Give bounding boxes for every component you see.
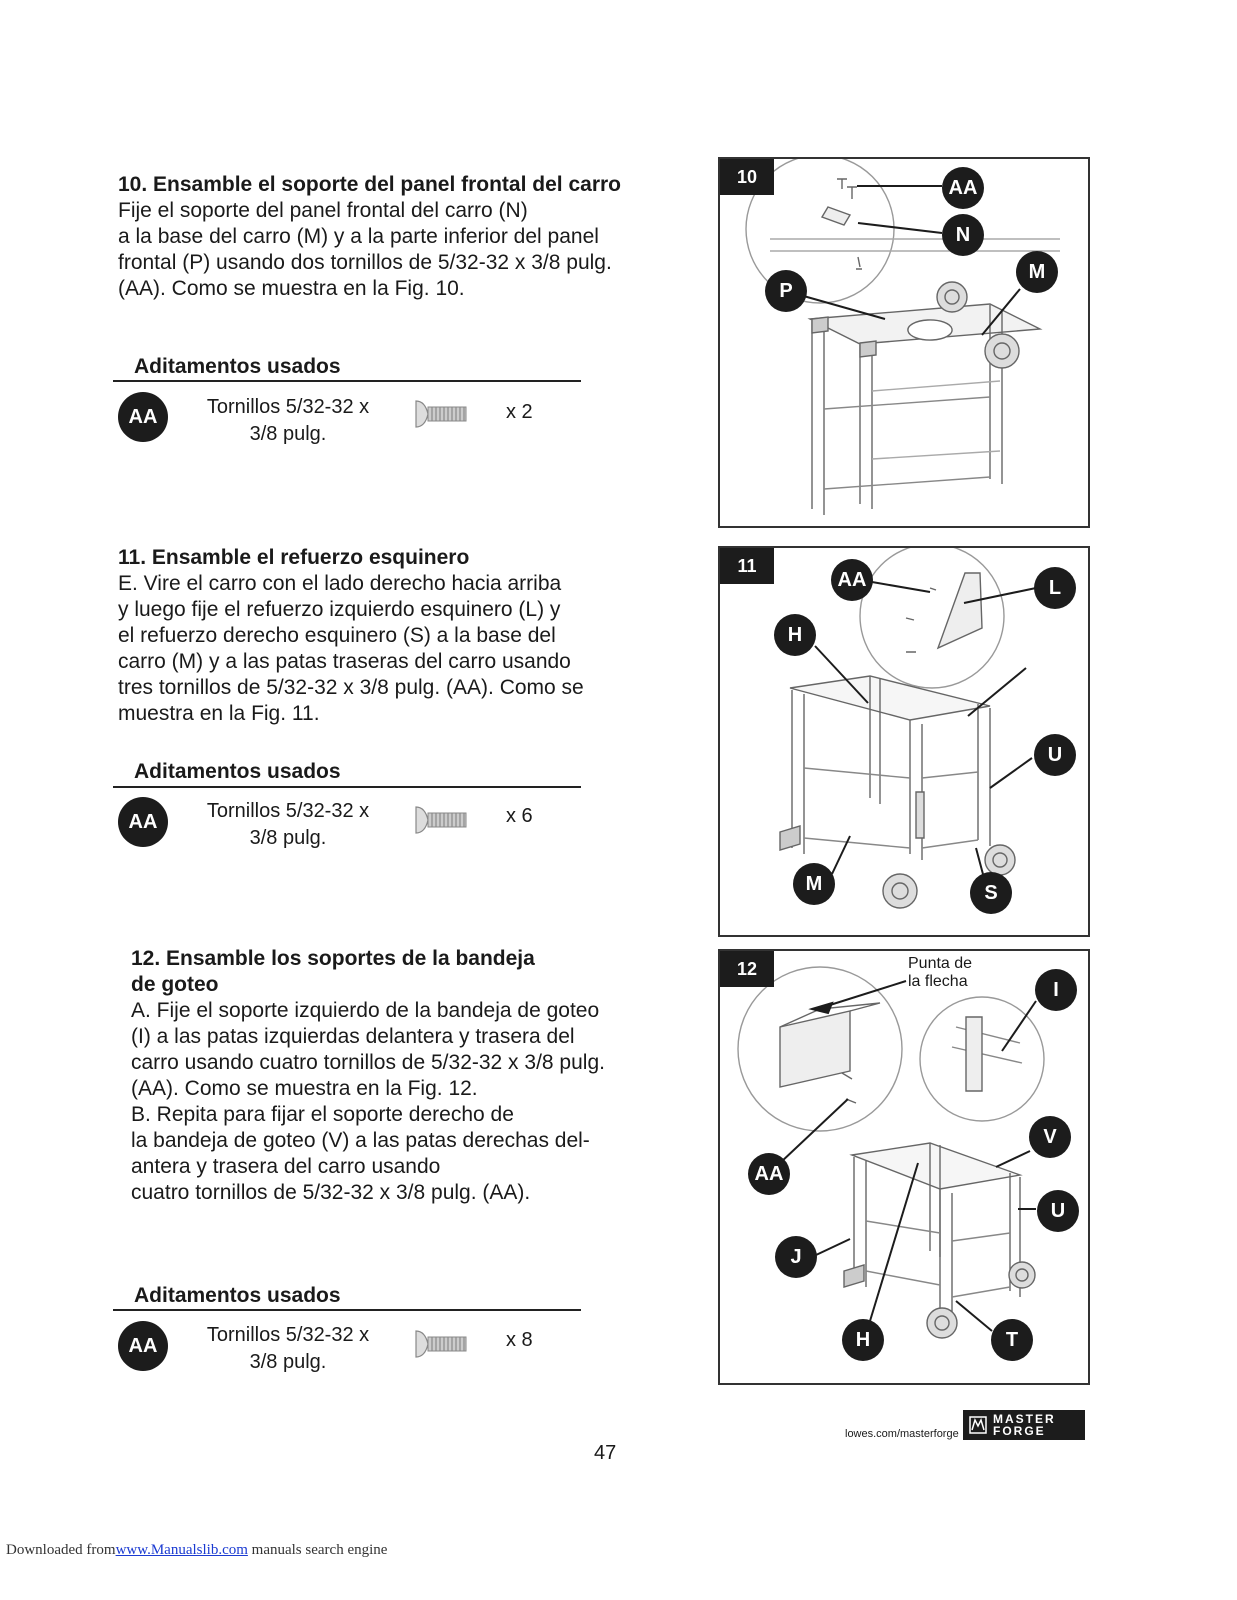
- figure-11: [718, 546, 1090, 937]
- hardware-heading: Aditamentos usados: [134, 1284, 341, 1307]
- step-11-body: E. Vire el carro con el lado derecho hacia arriba y luego fije el refuerzo izquierdo esquinero (L) y el refuerzo derecho esquinero (S) a la base del carro (M) y a las patas traseras del carro usando tres tornillos de 5/32-32 x 3/8 pulg. (AA). Como se muestra en la Fig. 11.: [118, 572, 584, 725]
- download-credit: Downloaded fromwww.Manualslib.com manuals search engine: [6, 1542, 388, 1558]
- hardware-quantity: x 6: [506, 805, 533, 827]
- hardware-rule: [113, 380, 581, 382]
- hardware-quantity: x 8: [506, 1329, 533, 1351]
- callout-u: U: [1034, 734, 1076, 776]
- logo-mark-icon: [969, 1416, 987, 1434]
- hardware-heading: Aditamentos usados: [134, 355, 341, 378]
- callout-h: H: [774, 614, 816, 656]
- figure-number: 12: [720, 951, 774, 987]
- callout-aa: AA: [831, 559, 873, 601]
- callout-aa: AA: [942, 167, 984, 209]
- callout-aa: AA: [748, 1153, 790, 1195]
- hardware-rule: [113, 786, 581, 788]
- callout-u: U: [1037, 1190, 1079, 1232]
- callout-j: J: [775, 1236, 817, 1278]
- step-10-title: 10. Ensamble el soporte del panel frontal del carro: [118, 173, 621, 196]
- hardware-description: Tornillos 5/32-32 x 3/8 pulg.: [206, 800, 370, 849]
- callout-m: M: [1016, 251, 1058, 293]
- callout-m: M: [793, 863, 835, 905]
- callout-n: N: [942, 214, 984, 256]
- hardware-description: Tornillos 5/32-32 x 3/8 pulg.: [206, 396, 370, 445]
- footer-url: lowes.com/masterforge: [845, 1428, 959, 1440]
- screw-icon: [412, 804, 470, 836]
- callout-t: T: [991, 1319, 1033, 1361]
- hardware-badge-aa: AA: [118, 797, 168, 847]
- masterforge-logo: MASTER FORGE: [963, 1410, 1085, 1440]
- hardware-rule: [113, 1309, 581, 1311]
- screw-icon: [412, 1328, 470, 1360]
- hardware-badge-aa: AA: [118, 392, 168, 442]
- step-12-title: 12. Ensamble los soportes de la bandeja de goteo: [131, 947, 535, 996]
- step-11-title: 11. Ensamble el refuerzo esquinero: [118, 546, 470, 569]
- figure-10: [718, 157, 1090, 528]
- callout-i: I: [1035, 969, 1077, 1011]
- hardware-badge-aa: AA: [118, 1321, 168, 1371]
- hardware-description: Tornillos 5/32-32 x 3/8 pulg.: [206, 1324, 370, 1373]
- callout-h: H: [842, 1319, 884, 1361]
- callout-v: V: [1029, 1116, 1071, 1158]
- callout-p: P: [765, 270, 807, 312]
- figure-10-illustration: [720, 159, 1088, 526]
- manualslib-link[interactable]: www.Manualslib.com: [115, 1542, 248, 1558]
- figure-number: 11: [720, 548, 774, 584]
- figure-number: 10: [720, 159, 774, 195]
- figure-11-illustration: [720, 548, 1088, 935]
- page-number: 47: [594, 1442, 617, 1464]
- step-10-body: Fije el soporte del panel frontal del carro (N) a la base del carro (M) y a la parte inferior del panel frontal (P) usando dos tornillos de 5/32-32 x 3/8 pulg. (AA). Como se muestra en la Fig. 10.: [118, 199, 612, 300]
- hardware-quantity: x 2: [506, 401, 533, 423]
- arrow-tip-note: Punta de la flecha: [908, 955, 973, 990]
- screw-icon: [412, 398, 470, 430]
- callout-s: S: [970, 872, 1012, 914]
- callout-l: L: [1034, 567, 1076, 609]
- hardware-heading: Aditamentos usados: [134, 760, 341, 783]
- step-12-body: A. Fije el soporte izquierdo de la bandeja de goteo (I) a las patas izquierdas delantera y trasera del carro usando cuatro tornillos de 5/32-32 x 3/8 pulg. (AA). Como se muestra en la Fig. 12. B. Repita para fijar el soporte derecho de la bandeja de goteo (V) a las patas derechas del- antera y trasera del carro usando cuatro tornillos de 5/32-32 x 3/8 pulg. (AA).: [131, 999, 605, 1204]
- figure-12: [718, 949, 1090, 1385]
